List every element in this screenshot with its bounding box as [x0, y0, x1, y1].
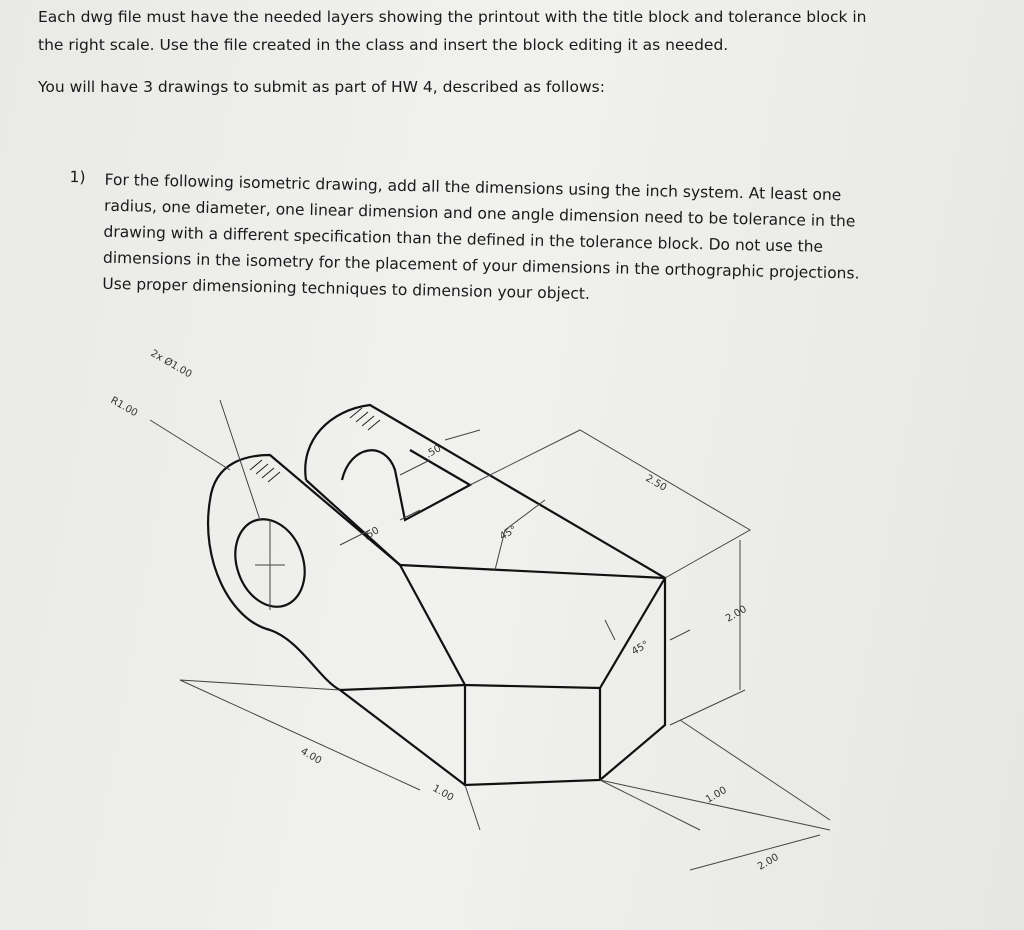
dimension-lines	[150, 400, 830, 870]
item-line: dimensions in the isometry for the placement of your dimensions in the orthographic projections.	[102, 248, 860, 283]
hole-callout: 2x Ø1.00	[148, 348, 194, 381]
length-bottom-dim: 4.00	[298, 746, 324, 767]
length-top-dim: 2.50	[643, 473, 669, 494]
intro-summary: You will have 3 drawings to submit as part of HW 4, described as follows:	[38, 78, 605, 96]
top-angle-dim: 45°	[498, 524, 519, 543]
object-outline	[208, 405, 665, 785]
item-line: drawing with a different specification than the defined in the tolerance block. Do not use the	[103, 222, 824, 256]
slot-depth-dim: .50	[362, 525, 382, 543]
item-line: Use proper dimensioning techniques to dimension your object.	[102, 274, 591, 303]
item-line: For the following isometric drawing, add all the dimensions using the inch system. At least one	[104, 170, 842, 205]
intro-line-2: the right scale. Use the file created in the class and insert the block editing it as needed.	[38, 36, 729, 54]
width-dim: 2.00	[756, 851, 781, 873]
height-dim: 2.00	[724, 603, 749, 625]
step-dim: 1.00	[430, 783, 456, 804]
hatch-marks	[250, 408, 380, 482]
right-step-dim: 1.00	[704, 784, 729, 806]
slot-width-dim: .50	[424, 443, 444, 461]
item-number: 1)	[69, 167, 86, 187]
intro-line-1: Each dwg file must have the needed layers showing the printout with the title block and tolerance block in	[38, 8, 867, 26]
item-line: radius, one diameter, one linear dimension and one angle dimension need to be tolerance in the	[103, 196, 856, 231]
face-angle-dim: 45°	[630, 639, 651, 658]
radius-callout: R1.00	[108, 395, 140, 420]
